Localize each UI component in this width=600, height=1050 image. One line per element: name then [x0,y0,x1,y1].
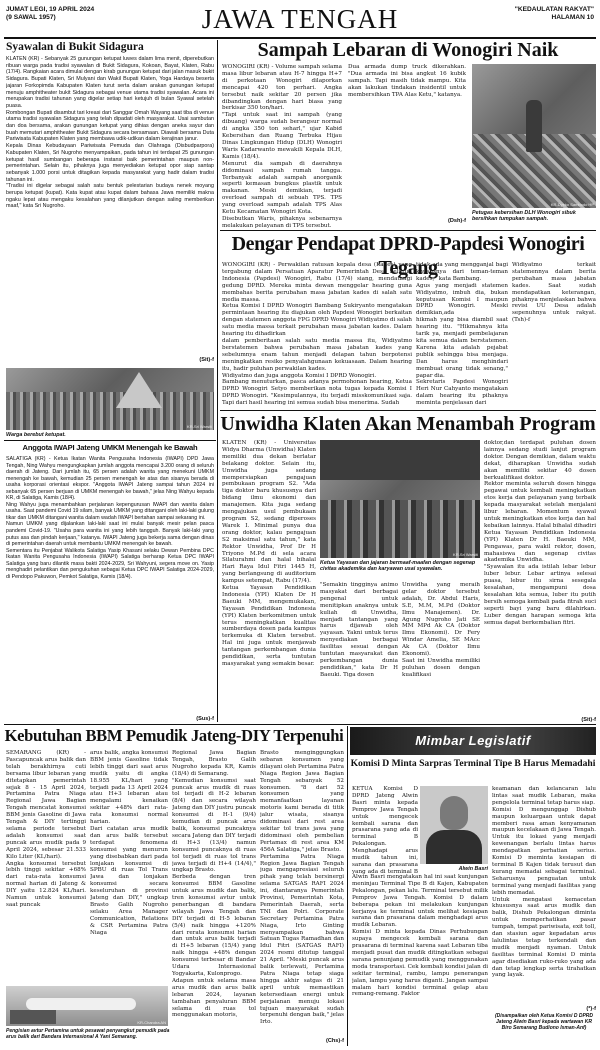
caption-sampah: Petugas kebersihan DLH Wonogiri sibuk bersihkan tumpukan sampah. [472,210,576,223]
headline-syawalan: Syawalan di Bukit Sidagura [6,41,144,53]
headline-iwapi: Anggota IWAPI Jateng UMKM Menengah ke Bawah [22,443,198,452]
photo-worker-shape [526,100,542,152]
masthead-date: JUMAT LEGI, 19 APRIL 2024 [6,6,95,13]
article-unwidha-col3: Unwidha yang meraih gelar doktor tersebut adalah, Dr. Abdul Haris, S.E, M.M, M.Pd (Doktor Ilmu Manajemen). Dr. Agung Nugroho Jati SE MM MPd Ak CA (Doktor Ilmu Ekonomi). Dr Fery Windar Amelia, SE MAcc Ak CA (Doktor Ilmu Ekonomi). Saat ini Unwidha memiliki puluhan dosen dengan kualifikasi [402,582,480,678]
article-dprd-col1: WONOGIRI (KR) - Perwakilan ratusan kepala desa (Kades) yang tergabung dalam Persatuan Aparatur Pemerintah Desa Seluruh Indonesia (Papdesi) Wonogiri, Rabu (17/4) siang, mendatangi gedung DPRD. Mereka minta dewan menggelar hearing guna membahas berita perubahan masa jabatan kades di salah satu media massa. Ketua Komisi I DPRD Wonogiri Bambang Sukiryanto mengatakan permintaan hearing itu diajukan oleh Papdesi Wonogiri berkaitan dengan statemen anggota FPG DPRD Wonogiri Widiyatmo di salah satu media massa terkait perubahan masa jabatan kades. Dalam hearing itu dihadirkan dalam pemberitaan salah satu media massa itu, Widiyatmo berstatemen bahwa perubahan masa jabatan kades yang sebelumnya enam tahun menjadi delapan tahun berpotensi meningkatkan resiko penyalahgunaan kekuasaan. Dalam hearing itu, hadir puluhan perwakilan kades. Widiyatmo dan juga anggota Komisi I DPRD Wonogiri. Bambang menuturkan, pasca adanya permohonan hearing, Ketua DPRD Wonogiri Setyo memberikan nota tugas kepada Komisi I DPRD Wonogiri. "Kesimpulannya, itu terjadi misskomunikasi saja. Tapi dari hasil hearing ini semua sudah bisa menerima. Sudah [222,262,412,407]
footnote-mimbar: (Disampaikan oleh Ketua Komisi D DPRD Jateng Alwin Basri kepada wartawan KR Biro Semarang Budiono Isman-Anf) [494,1013,594,1031]
article-mimbar-col1b: Alwin Basri mengatakan hal ini saat kunjungan meninjau Terminal Tipe B di Kajen, Kabupaten Pekalongan, pekan lalu. Terminal tersebut milik Pemprov Jawa Tengah. Komisi D dalam beberapa pekan ini melakukan kunjungan kerjanya ke terminal untuk melihat kesiapan sarana dan prasarana dalam menghadapi arus mudik Lebaran. Komisi D minta kepada Dinas Perhubungan supaya mengecek kembali sarana dan prasarana di terminal karena saat Lebaran tiba menjadi pusat dan mudik ditingkatkan sebagai sarana penunjang pemudik yang menggunakan moda transportasi. Cek kembali kondisi jalan di sekitar terminal, rambu, lampu penerangan jalan, lampu yang harus diganti. Jangan sampai malam hari kondisi terminal gelap atau remang-remang. Faktor [352,874,488,998]
divider [4,440,216,441]
article-bbm-col2: arus balik, angka konsumsi BBM jenis Gasoline tidak lebih tinggi dari saat arus mudik yaitu di angka 18.955 KL/hari yang terjadi pada 13 April 2024 atau H+3 lebaran atau mengalami kenaikan sekitar +48% dari rata-rata konsumsi normal harian. Dari catatan arus mudik dan arus balik tersebut terdapat fenomena konsumsi yang menurun yang disebabkan dari pada lonjakan konsumsi di SPBU di ruas Tol Trans Jawa dan lonjakan konsumsi secara keseluruhan di provinsi Jateng dan DIY," ungkap Brasto Galih Nugroho selaku Area Manager Communication, Relations & CSR Pertamina Patra Niaga [90,750,168,936]
article-iwapi-body: SALATIGA (KR) - Ketua Ikatan Wanita Pengusaha Indonesia (IWAPI) DPD Jawa Tengah, Ning Wahyu mengungkapkan jumlah anggota mencapai 3.200 orang di seluruh daerah di Jateng. Dari jumlah itu, 65 persen adalah wanita yang menekuni UMKM menengah ke bawah, kemudian 25 persen menengah ke atas dan sisanya berada di usaha korporasi orientasi ekspor. "Anggota IWAPI Jateng sampai tahun 2024 ini sebanyak 65 persen berjuan di UMKM menengah ke bawah," jelas Ning Wahyu kepada KR, di Salatiga, Kamis (18/4). Ning Wahyu juga menambahkan perjalanan kepengurusan IWAPI dan wanita dalam usaha. Saat pandemi Covid 19 silam, banyak UMKM yang ditangani oleh laki-laki gulung tikar dan UMKM ditangani wanita dalam wadah IWAPI bertahan sampai sekarang ini. Namun UMKM yang dijalankan laki-laki saat ini mulai banyak mesir pelan pasca pandemi Covid-19. "Usaha para wanita ini yang lebih tangguh. Banyak laki-laki yang putus asa dan pindah kerjaan," katanya. IWAPI Jateng juga bekerja sama dengan dinas di pemerintahan daerah untuk membantu UMKM menengah ke bawah. Sementara itu Penjabat Walikota Salatiga Yasip Khasani selaku Dewan Pembina DPC Ikatan Wanita Pengusaha Indonesia (IWAPI) Salatiga berharap Ketua DPC IWAPI Salatiga yang baru dilantik masa bakti 2024-2029, Sri Wahyuni, segera move on. Yasip menghadiri pelantikan dan pengukuhan sebagai Ketua DPC IWAPI Salatiga 2024-2029, di Pendopo Pakuwon, Pemkot Salatiga, Kamis (18/4). [6,456,214,580]
photo-hall-shape [320,440,480,480]
masthead-hijri: (9 SAWAL 1957) [6,14,56,21]
photo-crowd-shape [6,392,214,430]
article-mimbar-col2: keamanan dan kelancaran lalu lintas saat mudik Lebaran, maka pengelola terminal tetap harus siap. Komisi D mengunggap Dishub maupun keluargaan untuk dapat memberi rasa aman kenyamanan maupun kecelakaan di Jawa Tengah. Untuk itu lokasi yang menjadi kewenangan berlalu lintas harus mendapatkan perhatian serius. Komisi D meminta kesiapan di terminal B Kajen tidak terusut dan kurang memadai sebagai terminal. Seharusnya penguatan untuk terminal yang menjadi fasilitas yang lebih memadai. Untuk mengatasi kemacetan khususnya saat arus mudik dan balik, Dishub Pekalongan diminta untuk memperhatikan pasar tumpah, tempat pariwisata, exit toll, dan stasiun agar kepadatan arus lalulintas tetap terkendali dan mudik menjadi nyaman. Untuk fasilitas terminal Komisi D minta agar disediakan ruko-ruko yang ada dan tetap lengkap serta tirahatkan yang layak. [492,786,596,979]
caption-syawalan: Warga berebut ketupat. [6,432,66,438]
headline-bbm: Kebutuhan BBM Pemudik Jateng-DIY Terpenuhi [4,726,344,745]
article-sampah-col1: WONOGIRI (KR) - Volume sampah selama masa libur lebaran atau H-7 hingga H+7 di perkotaan Wonogiri dilaporkan mencapai 420 ton perhari. Angka tersebut naik sekitar 20 persen jika dibandingkan dengan hari biasa yang berkisar 350 ton/hari. "Tapi untuk saat ini sampah (yang dibuang) warga sudah berangsur normal di angka 350 ton seharl," ujar Kabid Kebersihan dan Ruang Terbuka Hijau Dinas Lingkungan Hidup (DLH) Wonogiri Waris Kadarwanto mewakili Kepala DLH, Kamis (18/4). Menurut dia sampah di daerahnya didominasi sampah rumah tangga. Terbanyak adalah sampah anorganik seperti kemasan bungkus plastik untuk makanan. Meski demikian, terjadi overload sampah di sebuah TPS. TPS yang overload sampah adalah TPS Alas Ketu Kecamatan Wonogiri Kota. Disebutkan Waris, pihaknya sebenarnya melakukan pelayanan di TPS tersebut. [222,64,342,229]
photo-face-shape [440,796,468,830]
column-rule [347,726,348,1046]
caption-unwidha: Ketua Yayasan dan jajaran bermaaf-maafan dengan segenap civitas akademika dan karyawan usai syawalan. [320,560,476,573]
sig-mimbar: (*)-f [586,1006,596,1012]
article-bbm-col4: Brasto menginggungkan sebaran konsumen yang dilayani oleh Pertamina Patra Niaga Region Jawa Bagian Tengah sebanyak 52 konsumen. "8 dari 52 konsumen yang memanfaatkan layanan motoris kami berada di titik jalur wisata, sisanya didominasi dari rest area sekitar tol trans jawa yang didominasi oleh pembelian Pertamax di rest area KM 456A Salatiga," jelas Brasto. Pertamina Patra Niaga Region Jawa Bagian Tengah juga mengapresiasi seluruh pihak yang telah bersinergi selama SATGAS RAFI 2024 ini, diantaranya Pemerintah Provinsi, Pemerintah Kota, Pemerintah Daerah, serta TNI dan Polri. Corporate Secretary Pertamina Patra Niaga, Irto Ginting menyampaikan bahwa Satuan Tugas Ramadhan dan Idul Fitri (SATGAS RAFI) 2024 resmi ditutup tanggal 21 April. "Meski puncak arus balik terlewati, Pertamina Patra Niaga tetap siaga hingga akhir satgas di 21 april untuk memastikan ketersediaan energi untuk perjalanan menuju lokasi tujuan masyarakat sudah terpenuhi dengan baik," jelas Irto. [260,750,344,1026]
section-title: JAWA TENGAH [201,4,399,34]
photo-people-shape [320,500,480,558]
headline-sampah: Sampah Lebaran di Wonogiri Naik [257,39,559,61]
photo-syawalan [6,368,214,430]
article-unwidha-col2: "Semakin tingginya animo masyakat dari berbagai pengenal untuk menitipkan anaknya untuk kuliah di Unwidha, menjadi tantangan yang harus dijawab oleh yayasan. Yakni untuk terus menyediakan berbagai fasilitas sesuai dengan tuntutan masyarakat dan perkembangan dunia pendidikan," kata Dr H Baeuki. Tiga dosen [320,582,398,678]
article-unwidha-col4: doktor,dan terdapat puluhan dosen lainnya sedang studi lanjut program doktor. Dengan demikian, dalam waktu dekat, diharapkan Unwidha sudah akan memiliki sekitar 40 dosen berkualifikasi doktor. Rektor meminta seluruh dosen hingga pegawai untuk kembali meningkatkan etos kerja dan pelayanan yang terbaik kepada masyarakat setelah menjalani libur lebaran. Momentum syawal untuk meningkatkan etos kerja dan hal kebaikan lainnya. Halal bihalal dihadiri Ketua Yayasan Pendidikan Indonesia (YPI) Klaten Dr H. Baeuki MM, Pengawas, para wakil rektor, dosen, mahasiswa dan segenap civitas akademika Unwidha. "Syawalan itu ada istilah lebar lebur luber lebur. Lebar artinya selesai puasa, lebur itu sirna sesegala kesalahan, mengampuni dosa kesalahan kita semua, luber itu putih bersih semoga kembali pada fitrah suci seperti bayi yang baru dilahirkan. Luber dengan harapan semoga kita semua dapat berkembalian fitri. [484,440,596,626]
photo-sampah [472,64,596,208]
caption-alwin-basri: Alwin Basri [458,866,488,872]
photo-credit: KR-Dyeko Sambodo HP [550,202,594,207]
photo-credit: KR-Sri Warsiti [453,552,478,557]
article-unwidha-col1: KLATEN (KR) - Universitas Widya Dharma (Unwidha) Klaten memiliki dua dekan berlatar belakang doktor. Selain itu, Unwidha juga sedang mempersiapkan pengajuan pembukaan program S2. "Ada tiga doktor baru khususnya dari bidang ilmu ekonomi dan manajemen. Kita juga sedang mengajukan usul pembukaan program S2, sedang diperoses Warek I. Minimal punya dua orang doktor, kalau pengajuan S2 maksimal satu tahun," kata Rektor Unwidha, Prof Dr H Triyono M.Pd di sela acara Silaturahmi dan halal bihalal Hari Raya Idul Fitri 1445 H, yang berlangsung di auditorium kampus setempat, Rabu (17/4). Ketua Yayasan Pendidikan Indonesia (YPI) Klaten Dr H Baeuki MM, mengemukakan, Yayasan Pendidikan Indonesia (YPI) Klaten berkomitmen untuk terus meningkatkan kualitas sumberdaya dosen pada kampus terkemuka di Klaten tersebut. Hal ini juga untuk menjawab tantangan perkembangan dunia pendidikan, serta tuntutan masyarakat yang semakin besar. [222,440,316,667]
divider [4,724,596,725]
headline-mimbar: Komisi D Minta Sarpras Terminal Tipe B Harus Memadahi [350,758,596,769]
photo-credit: KR-Chandra AN [137,1020,166,1025]
sig-syawalan: (Sit)-f [199,357,214,363]
photo-truck-shape [10,1010,56,1024]
column-rule [217,40,218,722]
photo-plane-shape [26,998,136,1010]
masthead-paper: "KEDAULATAN RAKYAT" [514,6,594,13]
sig-bbm: (Chs)-f [325,1038,344,1044]
sig-sampah: (Dsh)-f [447,218,466,224]
photo-credit: KR-Sri Warsiti [187,424,212,429]
photo-bbm [6,986,168,1026]
masthead-page: HALAMAN 10 [551,14,594,21]
divider [220,410,596,411]
article-mimbar-col1: KETUA Komisi D DPRD Jateng Alwin Basri minta kepada Pemprov Jawa Tengah untuk mengecek kembali sarana dan prasarana yang ada di terminal B Pekalongan. Menghadapi arus mudik tahun ini, sarana dan prasarana yang ada di terminal B [352,786,418,874]
headline-dprd: Dengar Pendapat DPRD-Papdesi Wonogiri Tegang [231,233,585,279]
photo-gunungan-shape [116,372,162,408]
divider [220,230,596,231]
headline-unwidha: Unwidha Klaten Akan Menambah Program [220,413,596,435]
article-syawalan-body: KLATEN (KR) - Sebanyak 25 gunungan ketupat luwes dalam lima menit, diperebutkan ribuan warga pada tradisi syawalan di Bukit Sidagura, Kokoan, Bayat, Klaten, Rabu (17/4). Rangkaian acara dimulai dengan kirab gunungan ketupat dari jalan masuk bukit Sidagura. Bupati Klaten, Sri Mulyani dan Wakil Bupati Klaten, Yoga Hardaya beserta jajaran Forkopimda Kabupaten Klaten turut serta dalam arakan gunungan ketupat menuju amphitheater bukit Sidagura sebagai venue utama tradisi syawalan. Acara ini merupakan tradisi tahunan yang digelar setiap hari ketujuh di bulan Syawal setelah puasa. Rombongan Bupati disambut tari kreasi dari Sanggar Omah Wayang saat tiba di venue utama tradisi syawalan Sidagura yang telah dipadati oleh masyarakat. Usai sambutan dan doa bersama, arakan gunungan ketupat yang dihias dengan aneka sayur dan buah memutari amphitheater Bukit Sidagura secara bersamaan. Diawali bersama Duta Pariwisata Kabupaten Klaten yang membawa udik-udikan dalam kerajinan janur. Kepala Dinas Kebudayaan Pariwisata Pemuda dan Olahraga (Disbudparpora) Kabupaten Klaten, Sri Nugroho menyampaikan, pada tahun ini terdapat 25 gunungan ketupat hasil sumbangan beberapa instansi baik pemerintahan maupun non-pemerintahan. Selain itu, pihaknya juga menyediakan ketupat opor siap santap sebanyak 1.000 porsi untuk ditagikan kepada masyarakat yang hadir dalam tradisi tahunan ini. "Tradisi ini digelar sebagai salah satu bentuk pelestarian budaya nenek moyang berupa ketupat (kupat). Kata kupat atau kupat dalam bahasa Jawa memiliki makna ngaku lepat atau mengaku kesalahan yang dilanjutkan dengan saling memberikan maaf," kata Sri Nugroho. [6,56,214,210]
sig-iwapi: (Sus)-f [196,716,214,722]
article-dprd-col3: Widiyatmo terkait statemennya dalam berita perubahan masa jabatan kades. Saat sudah mendapatkan keterangan, pihaknya menjelaskan bahwa revisi UU Desa adalah sepenuhnya untuk rakyat. (Tsh)-f [512,262,596,324]
caption-bbm: Pengisian avtur Pertamina untuk pesawat penyangkut pemudik pada arus balik dari Bandara Internasional A Yani Semarang. [6,1028,170,1040]
article-dprd-col2: tidak ada yang mengganjal bagi khususnya dari teman-teman kades," kata Bambang. Agus yang menjadi statemen Widiyatmo, imbuh dia, bukan keputusan Komisi I maupun DPRD Wonogiri. Meski demikian,ada hikmah yang bisa diambil saat hearing itu. "Hikmahnya kita tarik ya, menjadi pembelajaran kita semua dalam berstatemen. Karena kita adalah pejabat publik sehingga bisa menjaga. Dan harus menghindari membuat orang tidak senang," papar dia. Sekretaris Papdesi Wonogiri Heri Nur Cahyanto mengatakan dalam hearing itu pihaknya meminta penjelasan dari [416,262,508,407]
article-sampah-col2: Dua armada dump truck dikerahkan. "Dua armada ini bisa angkut 16 kubik sampah. Tapi masih tidak mampu. Kita akan lakukan tindakan insidentil untuk membersihkan TPA Alas Ketu," katanya. [348,64,466,98]
article-bbm-col1: SEMARANG (KR) - Pascapuncak arus balik dan telah berakhirnya cuti bersama libur lebaran yang ditetapkan pemerintah sejak 8 - 15 April 2024, Pertamina Patra Niaga Regional Jawa Bagian Tengah mencatat konsumsi BBM jenis Gasoline di Jawa Tengah & DIY tertinggi selama periode tersebut adalah konsumsi saat puncak arus mudik pada 9 April 2024, sebesar 21.533 Kilo Liter (KL/hari). Angka konsumsi tersebut lebih tinggi sekitar +68% dari rata-rata konsumsi normal harian di Jateng & DIY yaitu 12.824 KL/hari. Namun untuk konsumsi saat puncak [6,750,86,908]
article-bbm-col3: Regional Jawa Bagian Tengah, Brasto Galih Nugroho kepada KR, Kamis (18/4) di Semarang. "Kemudian konsumsi saat puncak arus mudik di ruas tol terjadi di H-2 lebaran (8/4) dan secara wilayah Jateng dan DIY justru puncak konsumsi di H-1 (9/4) kemudian di puncak arus balik, konsumsi puncaknya secara Jateng dan DIY terjadi di H+3 (13/4) namun konsumsi puncaknya di ruas tol terjadi di ruas tol trans jawa terjadi di H+4 (14/4)," ungkap Brasto. Berbeda dengan tren konsumsi BBM Gasoline untuk arus mudik dan balik, tren konsumsi avtur untuk penerbangan di bandara wilayah Jawa Tengah dan DIY terjadi di H-5 lebaran (5/4) naik hingga +120% dari rerata konsumsi harian dan untuk arus balik terjadi di H+5 lebaran (15/4) yang naik hingga +48% dengan konsumsi terbesar di Bandar Udara Internasional Yogyakarta, Kulonprogo. Adapun untuk selama masa arus mudik dan arus balik lebaran 2024, layanan tambahan penyaluran BBM selama di ruas tol menggunakan motoris, [172,750,256,1019]
photo-suit-shape [426,830,482,864]
photo-unwidha [320,440,480,558]
sig-unwidha: (Sit)-f [581,717,596,723]
mimbar-banner: Mimbar Legislatif [350,727,596,755]
photo-alwin-basri [420,786,488,864]
